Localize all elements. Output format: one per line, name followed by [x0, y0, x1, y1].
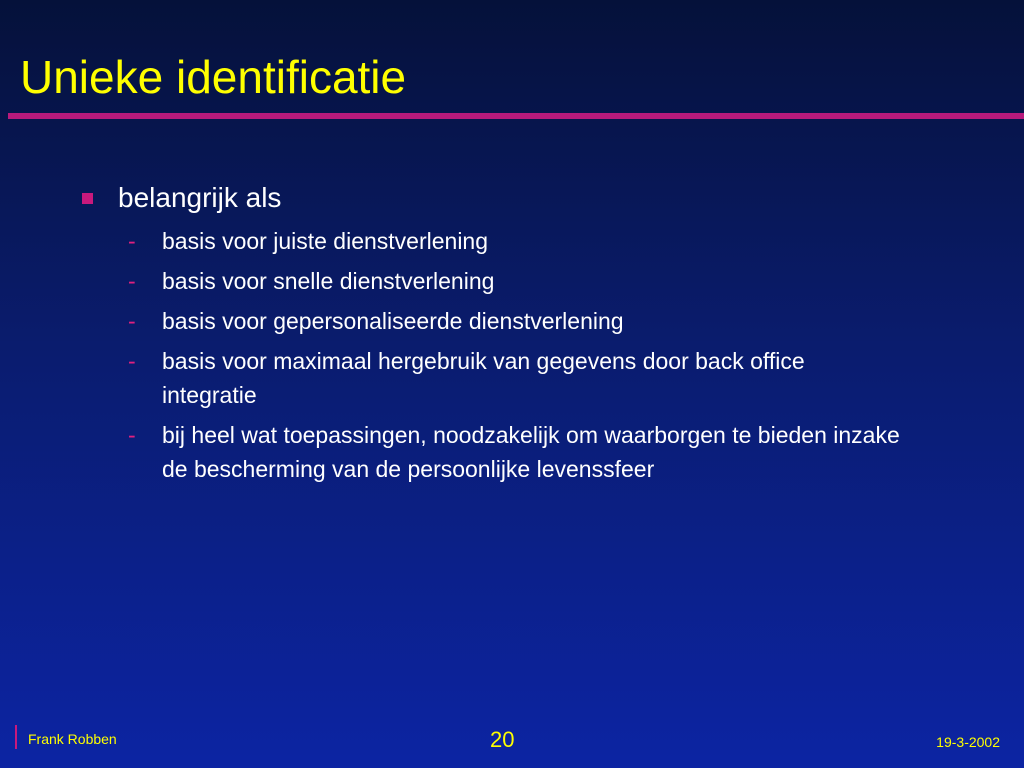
dash-marker-icon: -	[128, 228, 136, 254]
bullet-item	[82, 180, 962, 216]
footer-date: 19-3-2002	[936, 734, 1000, 750]
sub-bullet-text: basis voor maximaal hergebruik van gegevens door back office integratie	[162, 348, 805, 408]
slide-content	[82, 180, 962, 492]
sub-bullet-text: bij heel wat toepassingen, noodzakelijk om waarborgen te bieden inzake de bescherming van de persoonlijke levenssfeer	[162, 422, 900, 482]
dash-marker-icon: -	[128, 268, 136, 294]
sub-bullet-item	[82, 304, 962, 338]
sub-bullet-text: basis voor snelle dienstverlening	[162, 268, 495, 294]
slide-title: Unieke identificatie	[20, 51, 407, 103]
bullet-label: belangrijk als	[118, 182, 282, 213]
title-divider	[8, 113, 1024, 119]
page-number: 20	[490, 727, 515, 752]
dash-marker-icon: -	[128, 308, 136, 334]
sub-bullet-text: basis voor juiste dienstverlening	[162, 228, 489, 254]
sub-bullet-list	[82, 224, 962, 486]
footer-accent-bar	[15, 725, 17, 749]
footer-author: Frank Robben	[28, 731, 117, 747]
square-bullet-icon	[82, 193, 93, 204]
dash-marker-icon: -	[128, 422, 136, 448]
sub-bullet-item	[82, 224, 962, 258]
sub-bullet-item	[82, 344, 962, 412]
dash-marker-icon: -	[128, 348, 136, 374]
sub-bullet-item	[82, 264, 962, 298]
sub-bullet-text: basis voor gepersonaliseerde dienstverlening	[162, 308, 624, 334]
sub-bullet-item	[82, 418, 962, 486]
